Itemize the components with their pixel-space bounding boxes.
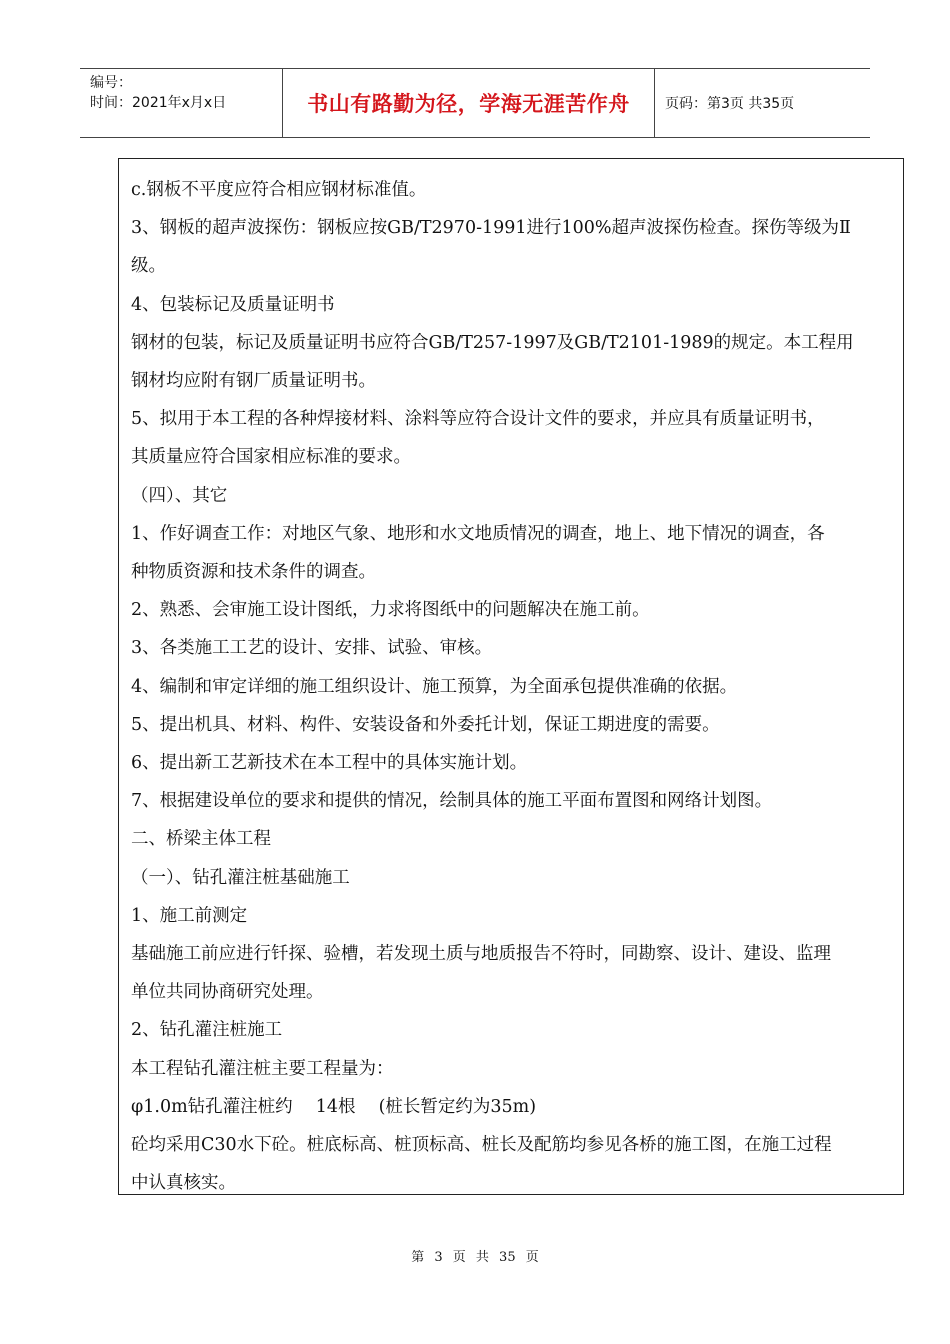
body-text [131,171,895,1202]
text-line: 6、提出新工艺新技术在本工程中的具体实施计划。 [131,753,528,774]
text-line: 4、编制和审定详细的施工组织设计、施工预算，为全面承包提供准确的依据。 [131,676,738,697]
text-line: 3、各类施工工艺的设计、安排、试验、审核。 [131,638,493,659]
header-page-info [655,69,870,137]
text-line: 2、熟悉、会审施工设计图纸，力求将图纸中的问题解决在施工前。 [131,600,650,621]
text-line: 5、提出机具、材料、构件、安装设备和外委托计划，保证工期进度的需要。 [131,714,720,735]
text-line: 级。 [131,256,166,277]
text-line: 本工程钻孔灌注桩主要工程量为： [131,1058,394,1079]
text-line: 单位共同协商研究处理。 [131,982,324,1003]
motto-text: 书山有路勤为径，学海无涯苦作舟 [307,92,630,116]
text-line: 二、桥梁主体工程 [131,829,271,850]
text-line: 砼均采用C30水下砼。桩底标高、桩顶标高、桩长及配筋均参见各桥的施工图，在施工过程 [131,1135,832,1156]
page-info-text: 页码：第3页 共35页 [665,96,795,112]
time-label: 时间：2021年x月x日 [90,95,227,111]
text-line: 2、钻孔灌注桩施工 [131,1020,283,1041]
text-line: 钢材均应附有钢厂质量证明书。 [131,371,376,392]
text-line: （四）、其它 [131,485,228,506]
text-line: 3、钢板的超声波探伤：钢板应按GB/T2970-1991进行100%超声波探伤检查。探伤等级为Ⅱ [131,218,851,239]
text-line: φ1.0m钻孔灌注桩约 14根 (桩长暂定约为35m) [131,1096,537,1117]
text-line: 中认真核实。 [131,1173,236,1194]
header-motto-cell [283,69,655,137]
number-label: 编号： [90,75,132,91]
text-line: 1、施工前测定 [131,905,248,926]
page-header [80,68,870,138]
text-line: 种物质资源和技术条件的调查。 [131,562,376,583]
header-meta [80,69,283,137]
text-line: 4、包装标记及质量证明书 [131,294,335,315]
page-footer: 第 3 页 共 35 页 [411,1250,539,1265]
text-line: 其质量应符合国家相应标准的要求。 [131,447,411,468]
text-line: 5、拟用于本工程的各种焊接材料、涂料等应符合设计文件的要求，并应具有质量证明书， [131,409,825,430]
text-line: （一）、钻孔灌注桩基础施工 [131,867,350,888]
text-line: 基础施工前应进行钎探、验槽，若发现土质与地质报告不符时，同勘察、设计、建设、监理 [131,944,831,965]
text-line: 1、作好调查工作：对地区气象、地形和水文地质情况的调查，地上、地下情况的调查，各 [131,523,825,544]
text-line: c.钢板不平度应符合相应钢材标准值。 [131,180,427,200]
text-line: 7、根据建设单位的要求和提供的情况，绘制具体的施工平面布置图和网络计划图。 [131,791,773,812]
text-line: 钢材的包装，标记及质量证明书应符合GB/T257-1997及GB/T2101-1989的规定。本工程用 [131,332,854,353]
content-box [118,158,904,1195]
